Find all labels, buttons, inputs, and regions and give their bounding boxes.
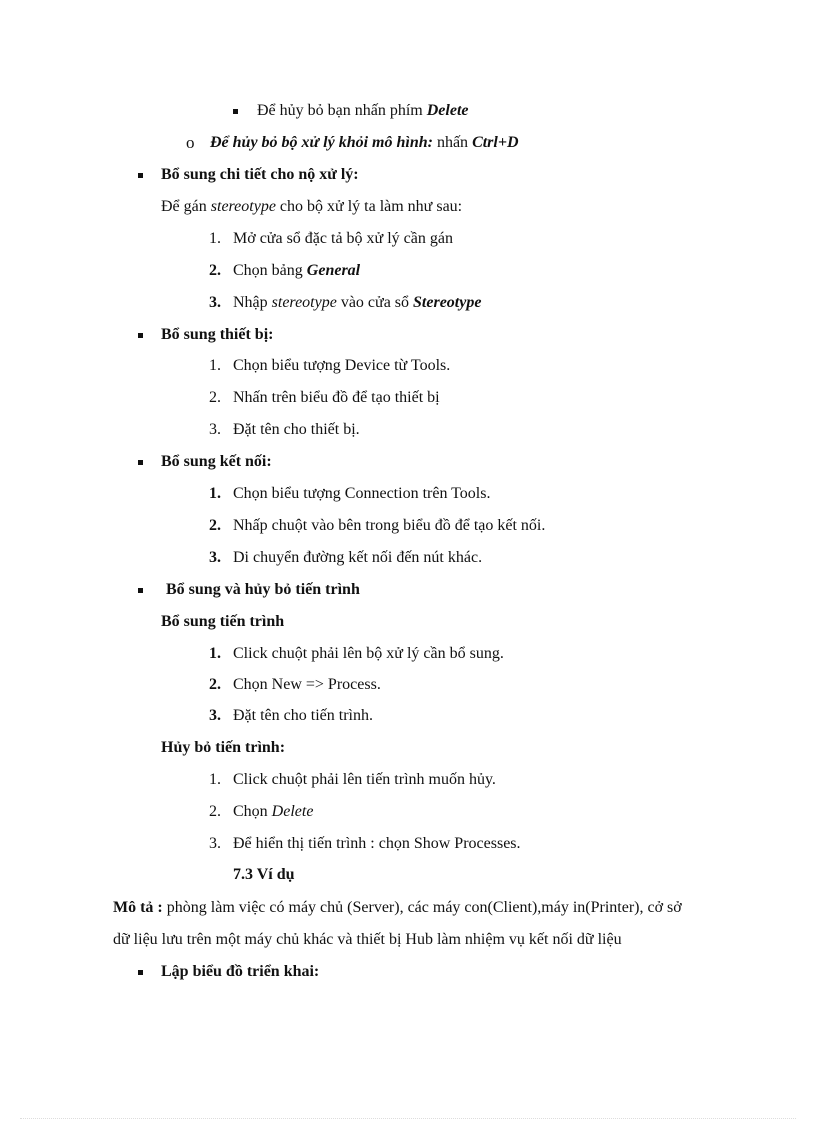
list-number: 2.	[209, 262, 221, 279]
list-text: Chọn biểu tượng Connection trên Tools.	[233, 485, 491, 502]
list-number: 1.	[209, 771, 221, 788]
list-text: Click chuột phải lên bộ xử lý cần bổ sung.	[233, 645, 504, 662]
tab-name: General	[306, 262, 361, 279]
list-number: 3.	[209, 549, 221, 566]
list-number: 3.	[209, 294, 221, 311]
heading-text: Lập biểu đồ triển khai:	[161, 963, 320, 980]
list-number: 1.	[209, 485, 221, 502]
list-text: Di chuyển đường kết nối đến nút khác.	[233, 549, 483, 566]
shortcut-key: Ctrl+D	[472, 134, 519, 151]
heading-text: Bổ sung kết nối:	[161, 453, 272, 470]
circle-bullet-icon: o	[186, 133, 195, 152]
list-term: Delete	[271, 803, 314, 820]
heading-text: Bổ sung và hủy bỏ tiến trình	[166, 581, 360, 598]
intro-term: stereotype	[210, 198, 276, 215]
bullet-text: Để hủy bỏ bạn nhấn phím	[257, 102, 427, 119]
list-text: Nhấn trên biểu đồ để tạo thiết bị	[233, 389, 440, 406]
instruction-text: nhấn	[432, 134, 473, 151]
heading-text: Bổ sung thiết bị:	[161, 326, 274, 343]
window-name: Stereotype	[413, 294, 482, 311]
list-number: 1.	[209, 230, 221, 247]
list-text: Đặt tên cho thiết bị.	[233, 421, 360, 438]
page-bottom-rule	[20, 1118, 796, 1119]
list-text: Chọn New => Process.	[233, 676, 381, 693]
description-line-2: dữ liệu lưu trên một máy chủ khác và thiết bị Hub làm nhiệm vụ kết nối dữ liệu	[113, 931, 622, 948]
description-text: phòng làm việc có máy chủ (Server), các máy con(Client),máy in(Printer), cở sở	[162, 899, 682, 916]
list-text: Mở cửa sổ đặc tả bộ xử lý cần gán	[233, 230, 453, 247]
list-term: stereotype	[271, 294, 337, 311]
list-text: Chọn	[233, 803, 272, 820]
list-number: 3.	[209, 707, 221, 724]
list-text: Để hiển thị tiến trình : chọn Show Processes.	[233, 835, 521, 852]
square-bullet-icon	[233, 109, 238, 114]
list-text: Nhấp chuột vào bên trong biểu đồ để tạo kết nối.	[233, 517, 546, 534]
list-number: 2.	[209, 389, 221, 406]
list-text: Chọn bảng	[233, 262, 307, 279]
description-label: Mô tả :	[113, 899, 163, 916]
list-number: 1.	[209, 645, 221, 662]
subheading-add-process: Bổ sung tiến trình	[161, 613, 285, 630]
list-text: Đặt tên cho tiến trình.	[233, 707, 373, 724]
list-text: Nhập	[233, 294, 272, 311]
description-line-1	[113, 898, 682, 918]
list-text: Chọn biểu tượng Device từ Tools.	[233, 357, 451, 374]
key-name: Delete	[426, 102, 469, 119]
instruction-bold: Để hủy bỏ bộ xử lý khỏi mô hình:	[210, 134, 433, 151]
list-text: vào cửa sổ	[336, 294, 414, 311]
intro-paragraph	[161, 197, 462, 217]
list-number: 3.	[209, 421, 221, 438]
square-bullet-icon	[138, 333, 143, 338]
list-number: 2.	[209, 517, 221, 534]
intro-text-end: cho bộ xử lý ta làm như sau:	[275, 198, 463, 215]
section-title: 7.3 Ví dụ	[233, 866, 295, 883]
square-bullet-icon	[138, 173, 143, 178]
square-bullet-icon	[138, 970, 143, 975]
list-number: 3.	[209, 835, 221, 852]
list-number: 2.	[209, 676, 221, 693]
subheading-remove-process: Hủy bỏ tiến trình:	[161, 739, 286, 756]
list-number: 1.	[209, 357, 221, 374]
list-text: Click chuột phải lên tiến trình muốn hủy.	[233, 771, 496, 788]
square-bullet-icon	[138, 588, 143, 593]
heading-text: Bổ sung chi tiết cho nộ xử lý:	[161, 166, 359, 183]
square-bullet-icon	[138, 460, 143, 465]
list-number: 2.	[209, 803, 221, 820]
intro-text: Để gán	[161, 198, 211, 215]
